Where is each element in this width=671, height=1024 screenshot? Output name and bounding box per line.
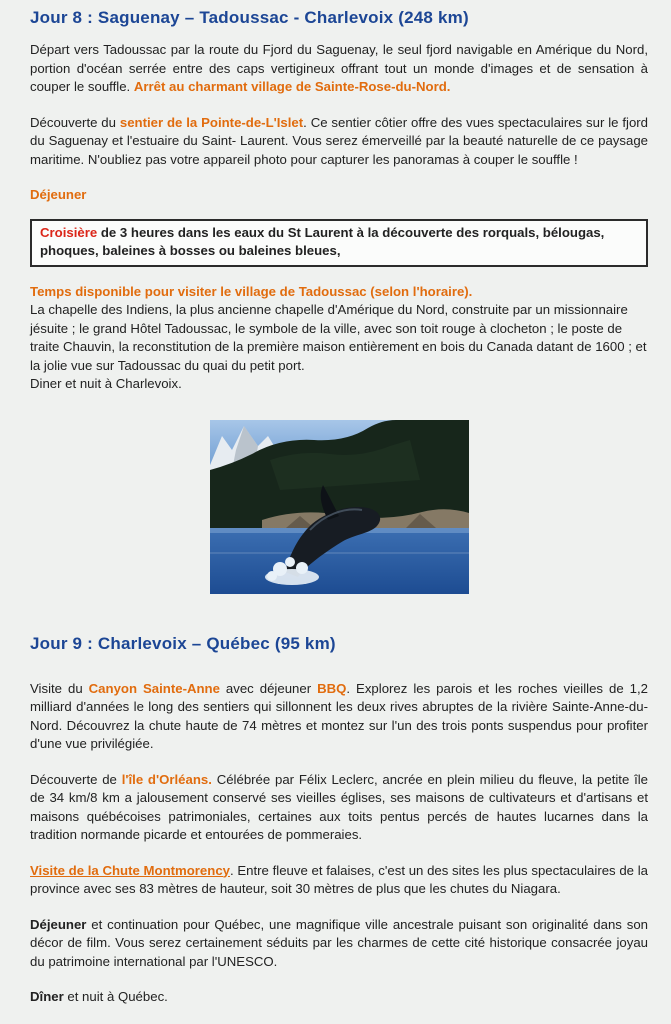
day9-orleans-highlight: l'île d'Orléans. [121,771,212,787]
cruise-highlight: Croisière [40,224,98,240]
day8-chapel-paragraph: La chapelle des Indiens, la plus ancienne chapelle d'Amérique du Nord, construite par un missionnaire jésuite ; le grand Hôtel Tadoussac, le symbole de la ville, avec son toit rouge à clocheton ; le poste de traite Chauvin, la reconstitution de la première maison entièrement en bois du Canada datant de 1600 ; et la jolie vue sur Tadoussac du quai du petit port. [30,302,647,373]
day9-canyon-paragraph [30,680,648,754]
day9-orleans-lead: Découverte de [30,771,122,787]
whale-photo [210,420,469,594]
day9-orleans-rest: Célébrée par Félix Leclerc, ancrée en plein milieu du fleuve, la petite île de 34 km/8 km a jalousement conservé ses vieilles églises, ses maisons de cultivateurs et d'artisans et maisons québécoises patrimoniales, certaines aux toits pentus percés de hautes lucarnes dans la tradition normande picarde et entourées de pommeraies. [30,771,649,842]
day9-diner-rest: et nuit à Québec. [63,989,168,1004]
day9-canyon-lead: Visite du [30,680,89,696]
day8-sainte-rose-highlight: Arrêt au charmant village de Sainte-Rose-du-Nord. [133,79,451,94]
day8-sentier-highlight: sentier de la Pointe-de-L'Islet [119,114,304,130]
day8-temps-heading: Temps disponible pour visiter le village de Tadoussac (selon l'horaire). [30,283,473,299]
day8-night-line: Diner et nuit à Charlevoix. [30,376,182,391]
day8-sentier-paragraph [30,114,648,170]
photo-splash-3 [296,562,308,574]
photo-water-streak [210,552,469,554]
day9-dejeuner-rest: et continuation pour Québec, une magnifique ville ancestrale puisant son originalité dans son décor de film. Vous serez certainement séduits par les charmes de cette cité historique consacrée joyau du patrimoine international par l'UNESCO. [30,916,648,969]
cruise-box [30,219,648,267]
day8-title: Jour 8 : Saguenay – Tadoussac - Charlevoix (248 km) [30,8,469,27]
day9-dejeuner-bold: Déjeuner [30,916,87,932]
day8-depart-text: Départ vers Tadoussac par la route du Fjord du Saguenay, le seul fjord navigable en Amérique du Nord, portion d'océan serrée entre des caps vertigineux offrant tout un monde d'images et de sensation à couper le souffle. [30,42,648,94]
day8-depart-paragraph [30,41,648,97]
day9-orleans-paragraph [30,771,648,845]
whale-photo-graphic [210,420,469,594]
day9-bbq-highlight: BBQ [317,680,347,696]
day8-sentier-lead: Découverte du [30,114,120,130]
day8-tadoussac-block [30,283,648,394]
day9-diner-line [30,988,648,1007]
day9-montmorency-highlight: Visite de la Chute Montmorency [30,862,230,878]
day9-montmorency-paragraph [30,862,648,899]
cruise-box-text [40,224,638,261]
day9-dejeuner-paragraph [30,916,648,972]
photo-splash-4 [267,571,277,581]
day9-canyon-rest: . Explorez les parois et les roches vieilles de 1,2 milliard d'années le long des sentiers qui sillonnent les deux rives abruptes de la rivière Sainte-Anne-du-Nord. Découvrez la chute haute de 74 mètres et montez sur l'un des trois ponts suspendus pour profiter d'une vue privilégiée. [30,680,648,751]
day8-sentier-rest: . Ce sentier côtier offre des vues spectaculaires sur le fjord du Saguenay et l'estuaire du Saint- Laurent. Vous serez émerveillé par la beauté naturelle de ce paysage maritime. N'oubliez pas votre appareil photo pour capturer les panoramas à couper le souffle ! [30,114,648,167]
day8-dejeuner-heading: Déjeuner [30,187,87,202]
cruise-rest: de 3 heures dans les eaux du St Laurent à la découverte des rorquals, bélougas, phoques, baleines à bosses ou baleines bleues, [40,224,605,258]
day9-montmorency-rest: . Entre fleuve et falaises, c'est un des sites les plus spectaculaires de la province avec ses 83 mètres de hauteur, soit 30 mètres de plus que les chutes du Niagara. [30,862,648,896]
day9-title: Jour 9 : Charlevoix – Québec (95 km) [30,633,336,653]
photo-splash-2 [285,557,295,567]
day9-diner-bold: Dîner [30,989,64,1004]
day9-canyon-highlight: Canyon Sainte-Anne [88,680,220,696]
day9-canyon-mid: avec déjeuner [219,680,318,696]
